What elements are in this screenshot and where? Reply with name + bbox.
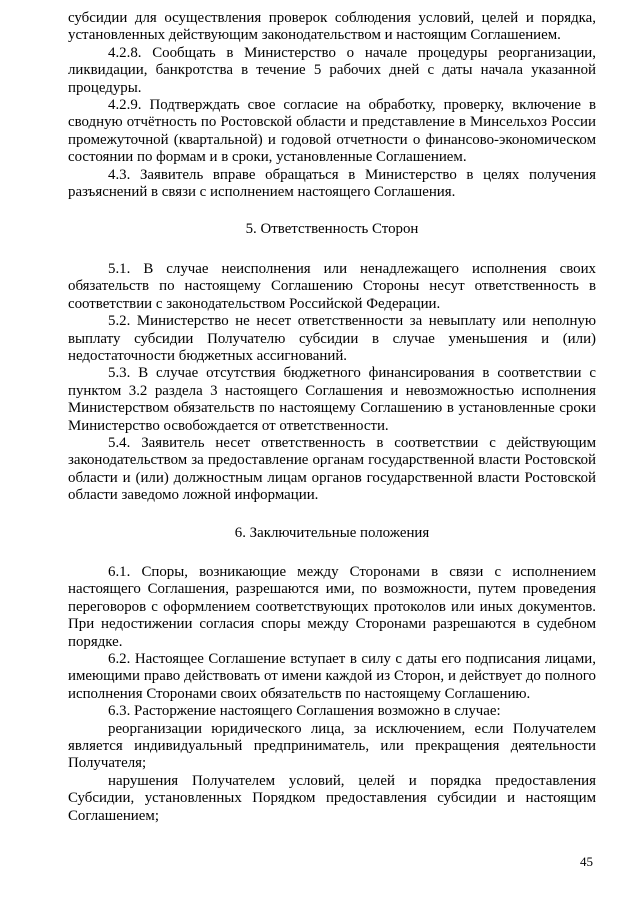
paragraph-5-4: 5.4. Заявитель несет ответственность в соответствии с действующим законодательством за предоставление органам государственной власти Ростовской области и (или) должностным лицам органов государственной власти Ростовской области заведомо ложной информации. [68, 434, 596, 504]
paragraph-5-1: 5.1. В случае неисполнения или ненадлежащего исполнения своих обязательств по настоящему Соглашению Стороны несут ответственность в соответствии с законодательством Российской Федерации. [68, 260, 596, 312]
paragraph-4-2-8: 4.2.8. Сообщать в Министерство о начале процедуры реорганизации, ликвидации, банкротства в течение 5 рабочих дней с даты начала указанной процедуры. [68, 44, 596, 96]
paragraph-6-3-item-2: нарушения Получателем условий, целей и порядка предоставления Субсидии, установленных Порядком предоставления субсидии и настоящим Соглашением; [68, 772, 596, 824]
page-number: 45 [580, 854, 593, 869]
paragraph-5-2: 5.2. Министерство не несет ответственности за невыплату или неполную выплату субсидии Получателю субсидии в случае уменьшения и (или) недостаточности бюджетных ассигнований. [68, 313, 596, 364]
paragraph-4-2-9: 4.2.9. Подтверждать свое согласие на обработку, проверку, включение в сводную отчётность по Ростовской области и представление в Минсельхоз России промежуточной (квартальной) и годовой отчетности о финансово-экономическом состоянии по формам и в сроки, установленные Соглашением. [68, 97, 596, 166]
section-5-heading: 5. Ответственность Сторон [245, 221, 419, 238]
paragraph-6-3-item-1: реорганизации юридического лица, за исключением, если Получателем является индивидуальный предприниматель, или прекращения деятельности Получателя; [68, 720, 596, 772]
paragraph-6-1: 6.1. Споры, возникающие между Сторонами в связи с исполнением настоящего Соглашения, разрешаются ими, по возможности, путем проведения переговоров с оформлением соответствующих протоколов или иных документов. При недостижении согласия споры между Сторонами разрешаются в судебном порядке. [68, 563, 596, 650]
paragraph-5-3: 5.3. В случае отсутствия бюджетного финансирования в соответствии с пунктом 3.2 раздела 3 настоящего Соглашения и невозможностью исполнения Министерством обязательств по настоящему Соглашению в установленные сроки Министерство освобождается от ответственности. [68, 365, 596, 434]
paragraph-4-3: 4.3. Заявитель вправе обращаться в Министерство в целях получения разъяснений в связи с исполнением настоящего Соглашения. [68, 166, 596, 201]
paragraph-4-2-7-cont: субсидии для осуществления проверок соблюдения условий, целей и порядка, установленных действующим законодательством и настоящим Соглашением. [68, 10, 596, 44]
section-6-heading: 6. Заключительные положения [234, 524, 430, 541]
paragraph-6-3: 6.3. Расторжение настоящего Соглашения возможно в случае: [108, 703, 501, 720]
paragraph-6-2: 6.2. Настоящее Соглашение вступает в силу с даты его подписания лицами, имеющими право действовать от имени каждой из Сторон, и действует до полного исполнения Сторонами своих обязательств по настоящему Соглашению. [68, 651, 596, 702]
